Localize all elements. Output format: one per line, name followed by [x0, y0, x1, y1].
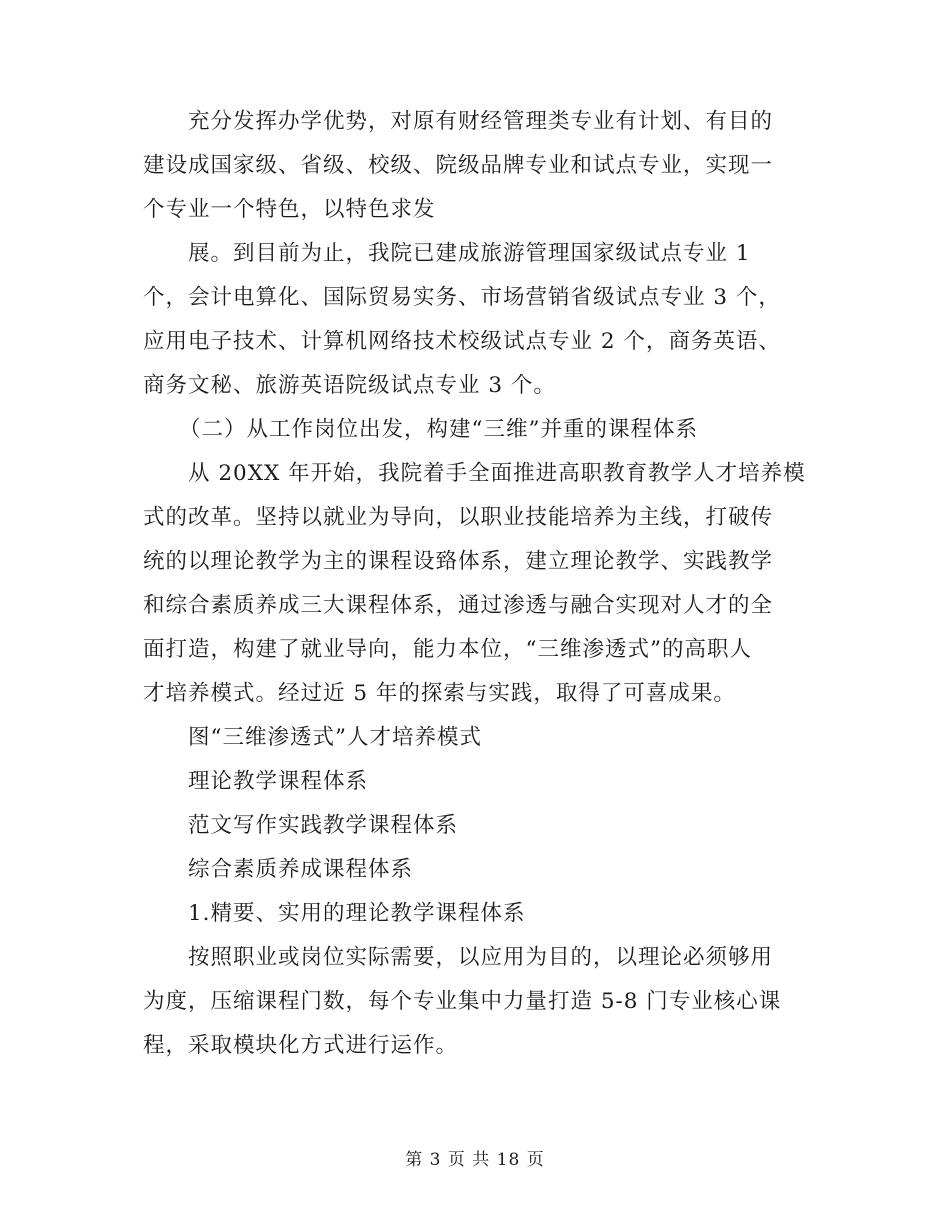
text-line: 建设成国家级、省级、校级、院级品牌专业和试点专业，实现一: [143, 153, 774, 178]
paragraph: [143, 936, 813, 1068]
text-line: 范文写作实践教学课程体系: [188, 813, 459, 838]
text-line: 图“三维渗透式”人才培养模式: [188, 725, 482, 750]
paragraph: [143, 232, 813, 408]
text-line: 个，会计电算化、国际贸易实务、市场营销省级试点专业 3 个，: [143, 285, 781, 310]
text-line: 式的改革。坚持以就业为导向，以职业技能培养为主线，打破传: [143, 505, 774, 530]
text-line: 和综合素质养成三大课程体系，通过渗透与融合实现对人才的全: [143, 593, 774, 618]
text-line: 综合素质养成课程体系: [188, 857, 414, 882]
text-line: 才培养模式。经过近 5 年的探索与实践，取得了可喜成果。: [143, 681, 736, 706]
text-line: 程，采取模块化方式进行运作。: [143, 1033, 459, 1058]
text-line: 商务文秘、旅游英语院级试点专业 3 个。: [143, 373, 556, 398]
text-line: 充分发挥办学优势，对原有财经管理类专业有计划、有目的: [188, 109, 774, 134]
text-line: 理论教学课程体系: [188, 769, 369, 794]
figure-caption: [143, 716, 813, 760]
page-footer: 第 3 页 共 18 页: [405, 1150, 545, 1170]
figure-item: [143, 848, 813, 892]
text-line: 展。到目前为止，我院已建成旅游管理国家级试点专业 1: [188, 241, 751, 266]
body-text: [143, 100, 813, 1068]
text-line: 个专业一个特色，以特色求发: [143, 197, 436, 222]
text-line: 从 20XX 年开始，我院着手全面推进高职教育教学人才培养模: [188, 461, 806, 486]
text-line: （二）从工作岗位出发，构建“三维”并重的课程体系: [179, 417, 698, 442]
section-heading: [143, 408, 813, 452]
figure-item: [143, 760, 813, 804]
paragraph: [143, 100, 813, 232]
subsection-heading: [143, 892, 813, 936]
text-line: 1.精要、实用的理论教学课程体系: [188, 901, 526, 926]
text-line: 面打造，构建了就业导向，能力本位，“三维渗透式”的高职人: [143, 637, 752, 662]
text-line: 为度，压缩课程门数，每个专业集中力量打造 5-8 门专业核心课: [143, 989, 782, 1014]
figure-item: [143, 804, 813, 848]
text-line: 应用电子技术、计算机网络技术校级试点专业 2 个，商务英语、: [143, 329, 781, 354]
text-line: 按照职业或岗位实际需要，以应用为目的，以理论必须够用: [188, 945, 774, 970]
text-line: 统的以理论教学为主的课程设臵体系，建立理论教学、实践教学: [143, 549, 774, 574]
paragraph: [143, 452, 813, 716]
